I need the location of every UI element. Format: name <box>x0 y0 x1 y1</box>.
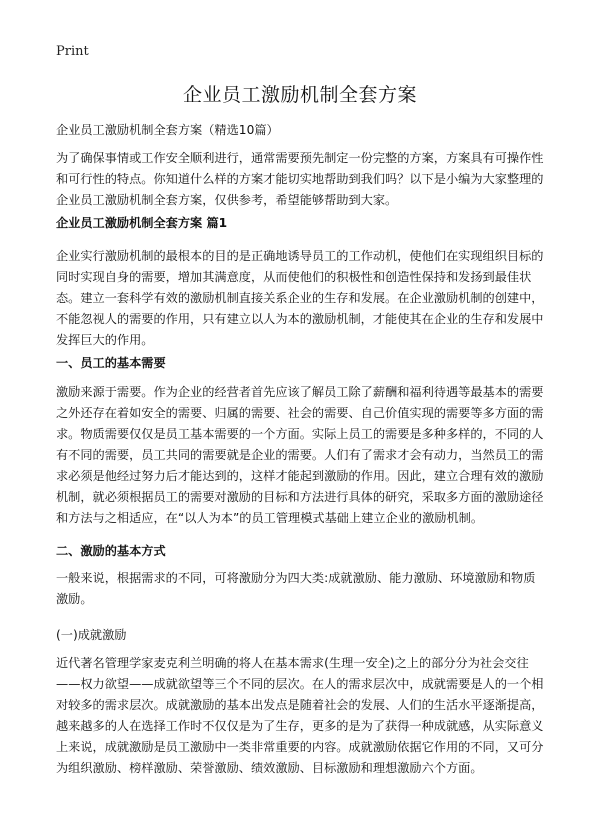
achievement-paragraph <box>56 653 546 779</box>
document-title: 企业员工激励机制全套方案 <box>182 84 417 106</box>
para-2-text: 一般来说，根据需求的不同，可将激励分为四大类:成就激励、能力激励、环境激励和物质激励。 <box>56 571 536 606</box>
intro-paragraph <box>56 148 546 211</box>
section-intro-text: 企业实行激励机制的最根本的目的是正确地诱导员工的工作动机，使他们在实现组织目标的同时实现自身的需要，增加其满意度，从而使他们的积极性和创造性保持和发扬到最佳状态。建立一套科学有效的激励机制直接关系企业的生存和发展。在企业激励机制的创建中，不能忽视人的需要的作用，只有建立以人为本的激励机制，才能使其在企业的生存和发展中发挥巨大的作用。 <box>56 249 544 347</box>
section-title-text: 企业员工激励机制全套方案 篇1 <box>56 216 228 230</box>
section-title <box>56 213 546 234</box>
intro-text: 为了确保事情或工作安全顺利进行，通常需要预先制定一份完整的方案，方案具有可操作性和可行性的特点。你知道什么样的方案才能切实地帮助到我们吗？以下是小编为大家整理的企业员工激励机制全套方案，仅供参考，希望能够帮助到大家。 <box>56 151 544 207</box>
heading-1-text: 一、员工的基本需要 <box>56 356 166 370</box>
heading-3-text: (一)成就激励 <box>56 628 127 642</box>
section-intro-paragraph <box>56 246 546 351</box>
print-link[interactable]: Print <box>56 44 89 59</box>
heading-achievement-incentive <box>56 625 546 646</box>
heading-2-text: 二、激励的基本方式 <box>56 544 166 558</box>
document-subtitle <box>56 120 546 141</box>
incentive-methods-paragraph <box>56 568 546 610</box>
basic-needs-paragraph <box>56 382 546 529</box>
para-3-text: 近代著名管理学家麦克利兰明确的将人在基本需求(生理一安全)之上的部分分为社会交往——权力欲望——成就欲望等三个不同的层次。在人的需求层次中，成就需要是人的一个相对较多的需求层次。成就激励的基本出发点是随着社会的发展、人们的生活水平逐渐提高，越来越多的人在选择工作时不仅仅是为了生存，更多的是为了获得一种成就感，从实际意义上来说，成就激励是员工激励中一类非常重要的内容。成就激励依据它作用的不同，又可分为组织激励、榜样激励、荣誉激励、绩效激励、目标激励和理想激励六个方面。 <box>56 656 544 775</box>
heading-basic-needs <box>56 353 546 374</box>
subtitle-text: 企业员工激励机制全套方案（精选10篇） <box>56 123 279 137</box>
heading-incentive-methods <box>56 541 546 562</box>
para-1-text: 激励来源于需要。作为企业的经营者首先应该了解员工除了薪酬和福利待遇等最基本的需要之外还存在着如安全的需要、归属的需要、社会的需要、自己价值实现的需要等多方面的需求。物质需要仅仅是员工基本需要的一个方面。实际上员工的需要是多种多样的，不同的人有不同的需要，员工共同的需要就是企业的需要。人们有了需求才会有动力，当然员工的需求必须是他经过努力后才能达到的，这样才能起到激励的作用。因此，建立合理有效的激励机制，就必须根据员工的需要对激励的目标和方法进行具体的研究，采取多方面的激励途径和方法与之相适应，在“以人为本”的员工管理模式基础上建立企业的激励机制。 <box>56 385 544 525</box>
